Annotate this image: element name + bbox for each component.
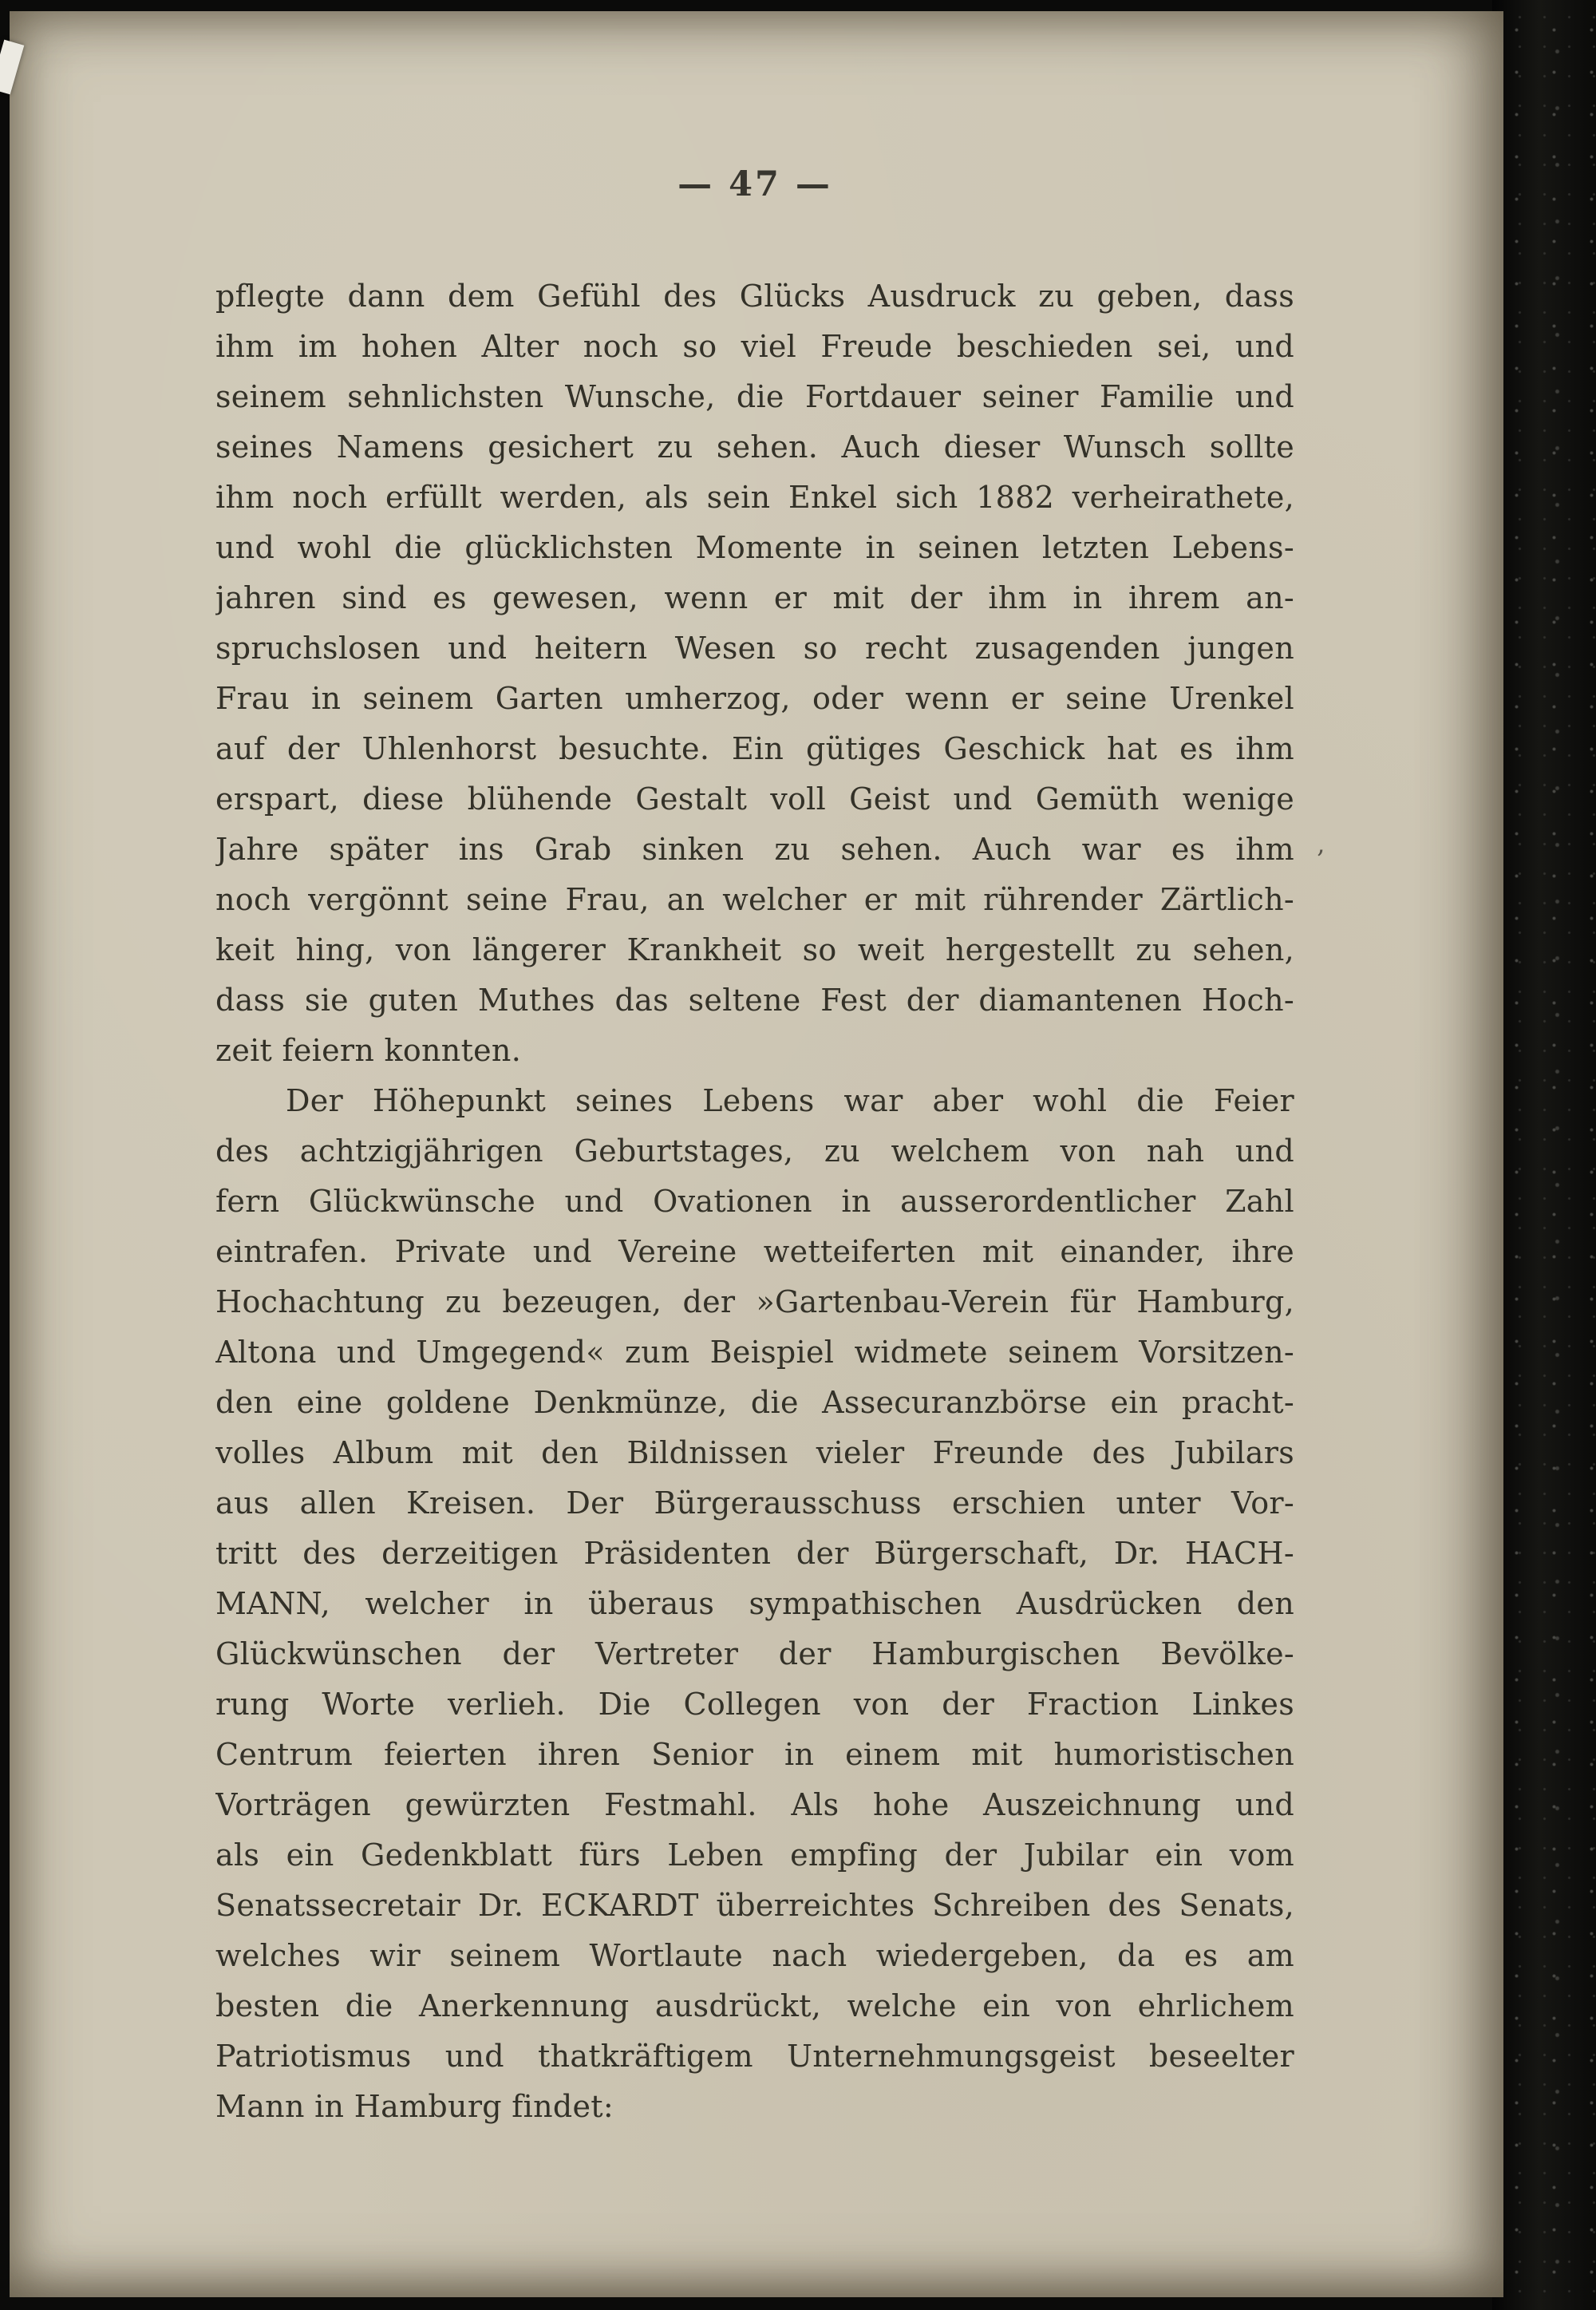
text-line: auf der Uhlenhorst besuchte. Ein gütiges Geschick hat es ihm [215,731,1294,766]
text-line: als ein Gedenkblatt fürs Leben empfing der Jubilar ein vom [215,1837,1294,1873]
text-line: zeit feiern konnten. [215,1033,522,1068]
text-line: Glückwünschen der Vertreter der Hamburgischen Bevölke- [215,1636,1294,1671]
text-line: rung Worte verlieh. Die Collegen von der Fraction Linkes [215,1687,1294,1722]
text-line: seines Namens gesichert zu sehen. Auch dieser Wunsch sollte [215,429,1294,465]
text-line: und wohl die glücklichsten Momente in seinen letzten Lebens- [215,530,1294,565]
text-line: fern Glückwünsche und Ovationen in ausserordentlicher Zahl [215,1184,1294,1219]
text-line: Vorträgen gewürzten Festmahl. Als hohe Auszeichnung und [215,1787,1294,1822]
text-line: dass sie guten Muthes das seltene Fest der diamantenen Hoch- [215,983,1294,1018]
text-line: Frau in seinem Garten umherzog, oder wenn er seine Urenkel [215,681,1294,716]
text-line: eintrafen. Private und Vereine wetteiferten mit einander, ihre [215,1234,1294,1269]
text-line: pflegte dann dem Gefühl des Glücks Ausdruck zu geben, dass [215,279,1294,314]
text-line: welches wir seinem Wortlaute nach wiedergeben, da es am [215,1938,1294,1973]
text-line: aus allen Kreisen. Der Bürgerausschuss erschien unter Vor- [215,1485,1294,1521]
text-line: Der Höhepunkt seines Lebens war aber wohl die Feier [286,1083,1294,1118]
text-line: tritt des derzeitigen Präsidenten der Bürgerschaft, Dr. HACH- [215,1536,1294,1571]
text-line: ihm im hohen Alter noch so viel Freude beschieden sei, und [215,329,1294,364]
text-line: Altona und Umgegend« zum Beispiel widmete seinem Vorsitzen- [215,1335,1294,1370]
text-line: Mann in Hamburg findet: [215,2089,614,2124]
page-corner-mark [0,40,24,95]
text-line: seinem sehnlichsten Wunsche, die Fortdauer seiner Familie und [215,379,1294,414]
book-page [10,11,1503,2297]
paragraph-1 [215,271,1294,1076]
text-line: den eine goldene Denkmünze, die Assecuranzbörse ein pracht- [215,1385,1294,1420]
body-text [215,271,1294,2132]
text-line: jahren sind es gewesen, wenn er mit der ihm in ihrem an- [215,580,1294,615]
text-line: noch vergönnt seine Frau, an welcher er mit rührender Zärtlich- [215,882,1294,917]
text-line: Senatssecretair Dr. ECKARDT überreichtes Schreiben des Senats, [215,1888,1294,1923]
stray-ink-mark: ‚ [1317,829,1325,859]
text-line: volles Album mit den Bildnissen vieler Freunde des Jubilars [215,1435,1294,1470]
page-number: — 47 — [678,164,832,204]
text-line: besten die Anerkennung ausdrückt, welche ein von ehrlichem [215,1988,1294,2023]
text-line: des achtzigjährigen Geburtstages, zu welchem von nah und [215,1133,1294,1169]
paragraph-2 [215,1076,1294,2132]
book-binding-edge [1492,0,1596,2310]
text-line: Centrum feierten ihren Senior in einem mit humoristischen [215,1737,1294,1772]
text-line: MANN, welcher in überaus sympathischen Ausdrücken den [215,1586,1294,1621]
text-line: Hochachtung zu bezeugen, der »Gartenbau-Verein für Hamburg, [215,1284,1294,1319]
text-line: Jahre später ins Grab sinken zu sehen. Auch war es ihm [215,832,1294,867]
text-line: spruchslosen und heitern Wesen so recht zusagenden jungen [215,631,1294,666]
text-line: keit hing, von längerer Krankheit so weit hergestellt zu sehen, [215,932,1294,967]
text-line: ihm noch erfüllt werden, als sein Enkel sich 1882 verheirathete, [215,480,1294,515]
text-line: erspart, diese blühende Gestalt voll Geist und Gemüth wenige [215,781,1294,817]
text-line: Patriotismus und thatkräftigem Unternehmungsgeist beseelter [215,2039,1294,2074]
